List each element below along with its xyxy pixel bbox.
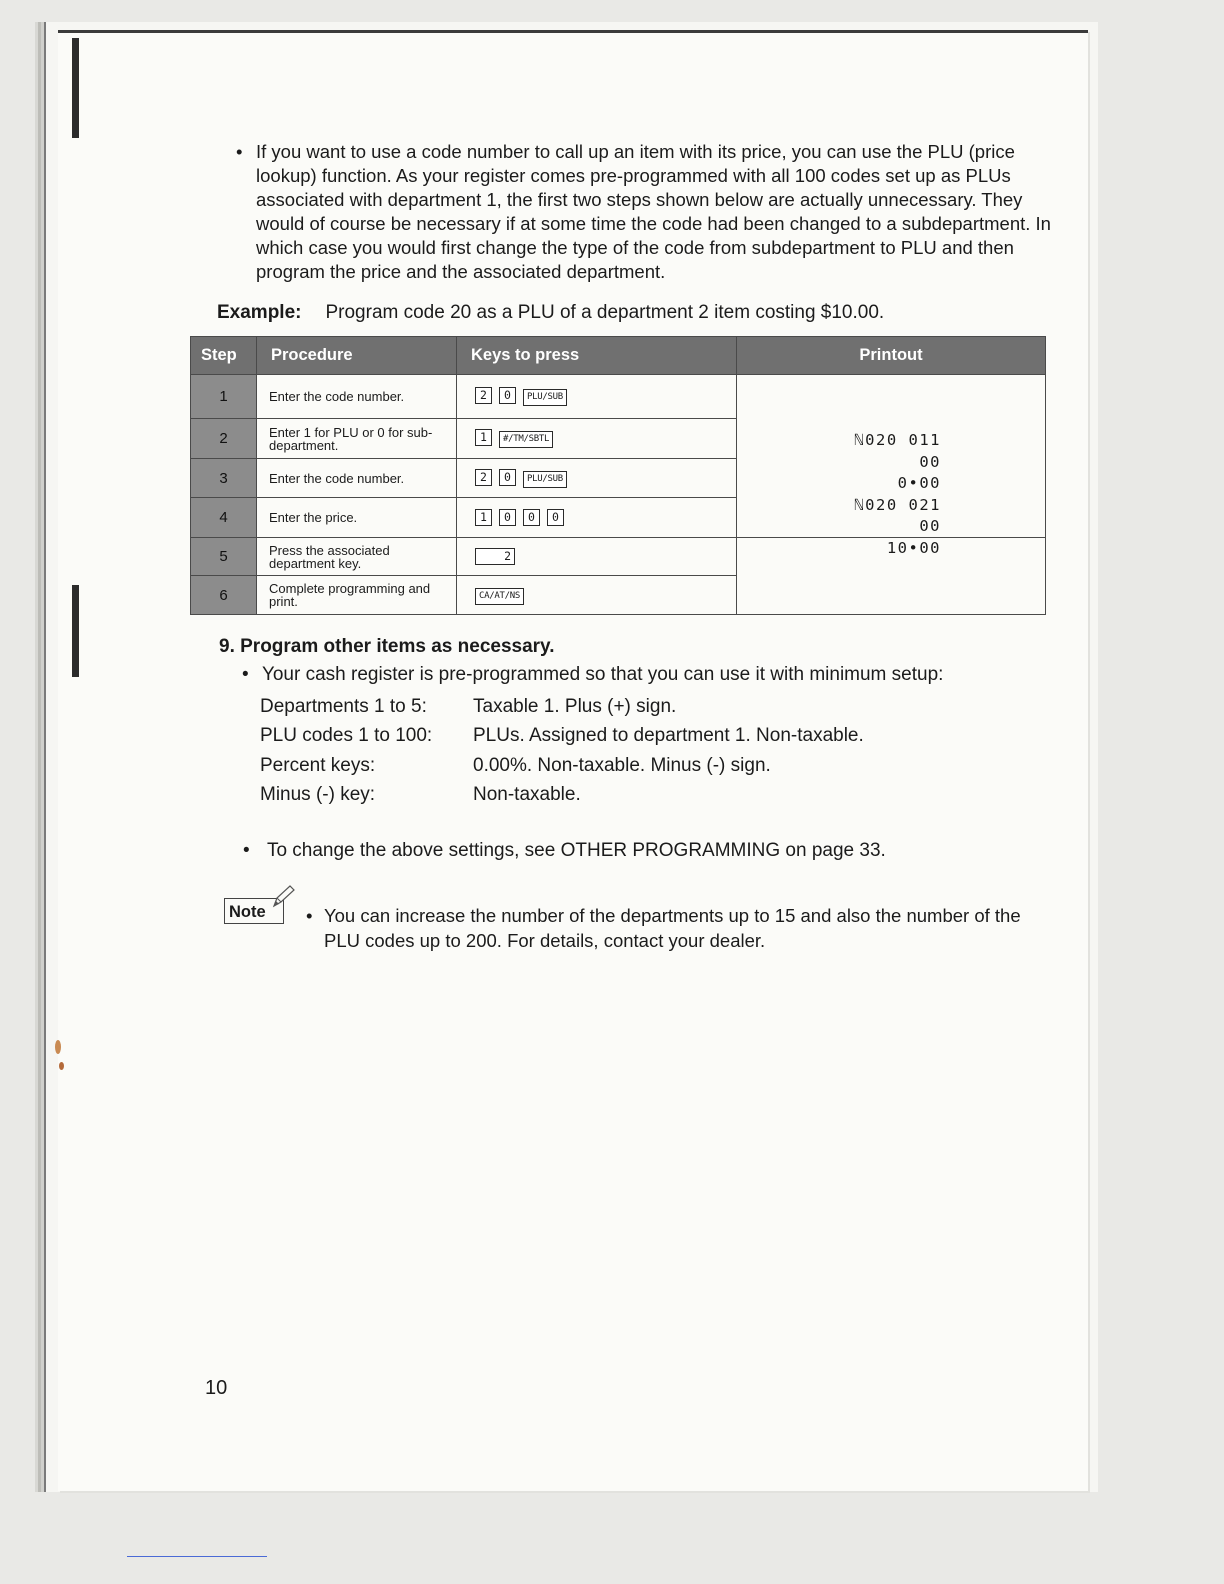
- step-keys: [457, 419, 737, 459]
- page-number: 10: [205, 1377, 228, 1399]
- default-settings-list: [260, 692, 864, 809]
- table-header-row: [191, 337, 1046, 375]
- key-icon: 0: [499, 469, 516, 486]
- receipt-line: ℕ020 021: [854, 495, 941, 514]
- bullet-dot: •: [236, 141, 243, 162]
- setting-name: Departments 1 to 5:: [260, 696, 427, 717]
- bullet-dot: •: [306, 905, 313, 926]
- key-icon: 0: [547, 509, 564, 526]
- receipt-line: ℕ020 011: [854, 431, 941, 449]
- receipt-line: 00: [919, 452, 941, 471]
- key-icon: 1: [475, 509, 492, 526]
- change-settings-bullet: [243, 840, 886, 862]
- key-icon: 2: [475, 387, 492, 404]
- list-item: [260, 780, 864, 809]
- intro-bullet: [236, 140, 1056, 284]
- step-procedure: Enter 1 for PLU or 0 for sub-department.: [257, 419, 457, 459]
- step-procedure: Enter the code number.: [257, 375, 457, 419]
- receipt-line: 0•00: [897, 474, 941, 492]
- header-keys: Keys to press: [457, 337, 737, 375]
- ca-at-ns-key-icon: CA/AT/NS: [475, 588, 524, 605]
- setting-name: Minus (-) key:: [260, 783, 376, 805]
- header-printout: Printout: [737, 337, 1046, 375]
- binding-mark-middle: [72, 585, 79, 677]
- header-step: Step: [191, 337, 257, 375]
- setting-value: Taxable 1. Plus (+) sign.: [473, 696, 677, 717]
- step-number: 3: [191, 459, 257, 498]
- key-icon: 1: [475, 429, 492, 446]
- step-keys: [457, 576, 737, 615]
- bullet-dot: •: [242, 664, 249, 685]
- example-line: [217, 302, 884, 324]
- example-label: Example:: [217, 302, 302, 323]
- step-number: 5: [191, 538, 257, 576]
- note-text: You can increase the number of the departments up to 15 and also the number of the PLU codes up to 200. For details, contact your dealer.: [324, 905, 1021, 951]
- setting-value: Non-taxable.: [473, 783, 581, 805]
- step-number: 4: [191, 498, 257, 538]
- setting-name: Percent keys:: [260, 754, 376, 776]
- step-procedure: Press the associated department key.: [257, 538, 457, 576]
- setting-value: PLUs. Assigned to department 1. Non-taxable.: [473, 725, 864, 747]
- step-number: 2: [191, 419, 257, 459]
- step-keys: [457, 498, 737, 538]
- preprogrammed-text: Your cash register is pre-programmed so that you can use it with minimum setup:: [261, 664, 944, 685]
- list-item: [260, 692, 864, 721]
- key-icon: 0: [499, 387, 516, 404]
- plu-sub-key-icon: PLU/SUB: [523, 471, 567, 488]
- receipt-line: 10•00: [886, 538, 941, 557]
- section-heading: 9. Program other items as necessary.: [219, 636, 555, 657]
- step-number: 6: [191, 576, 257, 615]
- preprogrammed-bullet: [242, 664, 943, 686]
- key-icon: 0: [499, 509, 516, 526]
- step-keys: [457, 459, 737, 498]
- bottom-link-underline: [127, 1556, 267, 1557]
- intro-text: If you want to use a code number to call up an item with its price, you can use the PLU (price lookup) function. As your register comes pre-programmed with all 100 codes set up as PLUs associated with department 1, the first two steps shown below are actually unnecessary. They would of course be necessary if at some time the code had been changed to a subdepartment. In which case you would first change the type of the code from subdepartment to PLU and then program the price and the associated department.: [256, 141, 1051, 282]
- department-key-icon: 2: [475, 548, 515, 565]
- note-content: [306, 903, 1056, 953]
- bullet-dot: •: [243, 840, 250, 861]
- step-procedure: Enter the code number.: [257, 459, 457, 498]
- step-procedure: Enter the price.: [257, 498, 457, 538]
- paper-stain: [59, 1062, 64, 1070]
- step-keys: [457, 538, 737, 576]
- list-item: [260, 751, 864, 780]
- table-row: [191, 538, 1046, 576]
- tm-sbtl-key-icon: #/TM/SBTL: [499, 431, 553, 448]
- setting-name: PLU codes 1 to 100:: [260, 725, 433, 747]
- pencil-icon: [270, 884, 296, 910]
- paper-stain: [55, 1040, 61, 1054]
- note-label: Note: [224, 898, 284, 924]
- printout-cell: [737, 375, 1046, 557]
- header-procedure: Procedure: [257, 337, 457, 375]
- key-icon: 2: [475, 469, 492, 486]
- example-text: Program code 20 as a PLU of a department 2 item costing $10.00.: [325, 302, 885, 323]
- receipt-line: 00: [919, 517, 941, 535]
- key-icon: 0: [523, 509, 540, 526]
- plu-sub-key-icon: PLU/SUB: [523, 389, 567, 406]
- change-settings-text: To change the above settings, see OTHER PROGRAMMING on page 33.: [266, 840, 886, 861]
- setting-value: 0.00%. Non-taxable. Minus (-) sign.: [473, 754, 771, 776]
- step-keys: [457, 375, 737, 419]
- printout-cell-empty: [737, 538, 1046, 615]
- programming-steps-table: [190, 336, 1046, 615]
- step-procedure: Complete programming and print.: [257, 576, 457, 615]
- table-row: [191, 375, 1046, 419]
- step-number: 1: [191, 375, 257, 419]
- binding-mark-top: [72, 38, 79, 138]
- list-item: [260, 721, 864, 750]
